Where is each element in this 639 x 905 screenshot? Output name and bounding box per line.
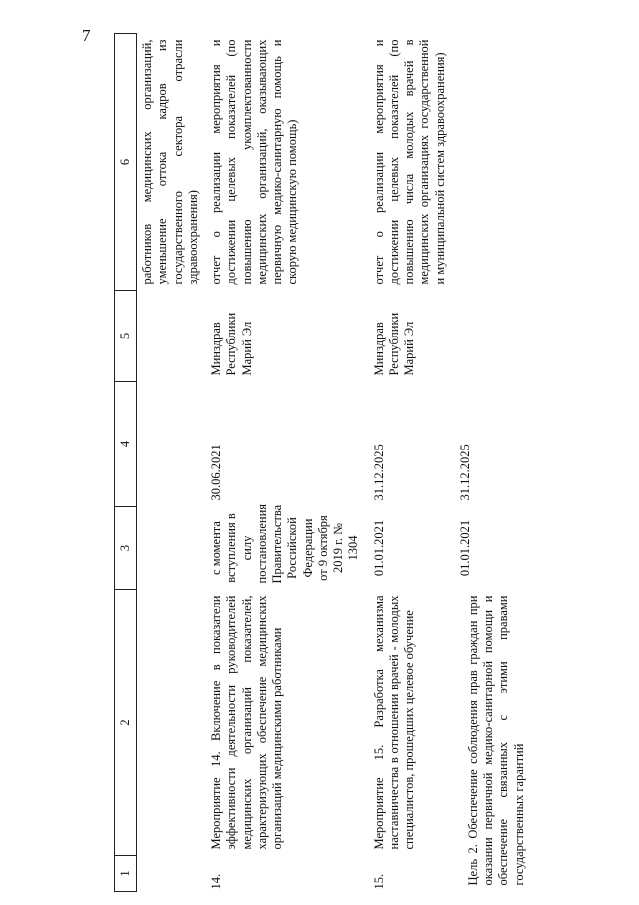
end-date-cell: 31.12.2025	[371, 444, 386, 501]
column-header-4: 4	[115, 382, 137, 507]
end-date-cell	[137, 382, 206, 507]
result-cell: отчет о реализации мероприятия и достижении целевых показателей (по повышению укомплектованности медицинских организаций, оказывающих первичную медико-санитарную помощь и скорую медицинскую помощь)	[209, 39, 300, 285]
start-date-cell: с момента вступления в силу постановления Правительства Российской Федерации от 9 октября 2019 г. № 1304	[209, 503, 361, 584]
start-date-cell	[137, 507, 206, 590]
start-date-cell: 01.01.2021	[371, 519, 386, 577]
column-header-3: 3	[115, 507, 137, 590]
column-header-6: 6	[115, 34, 137, 291]
result-cell: отчет о реализации мероприятия и достижении целевых показателей (по повышению числа молодых врачей в медицинских организациях государственной и муниципальной систем здравоохранения)	[371, 39, 447, 285]
end-date-cell: 31.12.2025	[457, 444, 472, 501]
table-row-15	[368, 34, 454, 892]
measure-cell: Мероприятие 15. Разработка механизма наставничества в отношении врачей - молодых специалистов, прошедших целевое обучение	[371, 595, 416, 850]
row-number	[137, 856, 206, 892]
start-date-cell: 01.01.2021	[457, 519, 472, 577]
row-number: 15.	[371, 873, 386, 890]
responsible-cell	[137, 291, 206, 382]
rotated-table-page	[114, 34, 526, 892]
row-number: 14.	[209, 873, 223, 890]
measure-cell	[137, 590, 206, 856]
table-row-continuation	[137, 34, 206, 892]
page-number: 7	[82, 26, 91, 45]
table-row-goal-2	[454, 34, 533, 892]
result-cell: работников медицинских организаций, уменьшение оттока кадров из государственного сектора отрасли здравоохранения)	[140, 39, 200, 285]
result-cell	[454, 34, 533, 291]
column-header-1: 1	[115, 856, 137, 892]
column-number-row	[115, 34, 137, 892]
action-plan-table	[114, 33, 533, 892]
table-row-14	[205, 34, 368, 892]
goal-heading: Цель 2. Обеспечение соблюдения прав граждан при оказании первичной медико-санитарной помощи и обеспечение связанных с этими правами государственных гарантий	[465, 595, 526, 886]
measure-cell: Мероприятие 14. Включение в показатели эффективности деятельности руководителей медицинских организаций показателей, характеризующих обеспечение медицинских организаций медицинскими работниками	[209, 595, 284, 850]
responsible-cell: Минздрав Республики Марий Эл	[371, 312, 416, 376]
responsible-cell	[454, 291, 533, 382]
column-header-5: 5	[115, 291, 137, 382]
column-header-2: 2	[115, 590, 137, 856]
end-date-cell: 30.06.2021	[209, 444, 223, 501]
responsible-cell: Минздрав Республики Марий Эл	[209, 312, 254, 376]
